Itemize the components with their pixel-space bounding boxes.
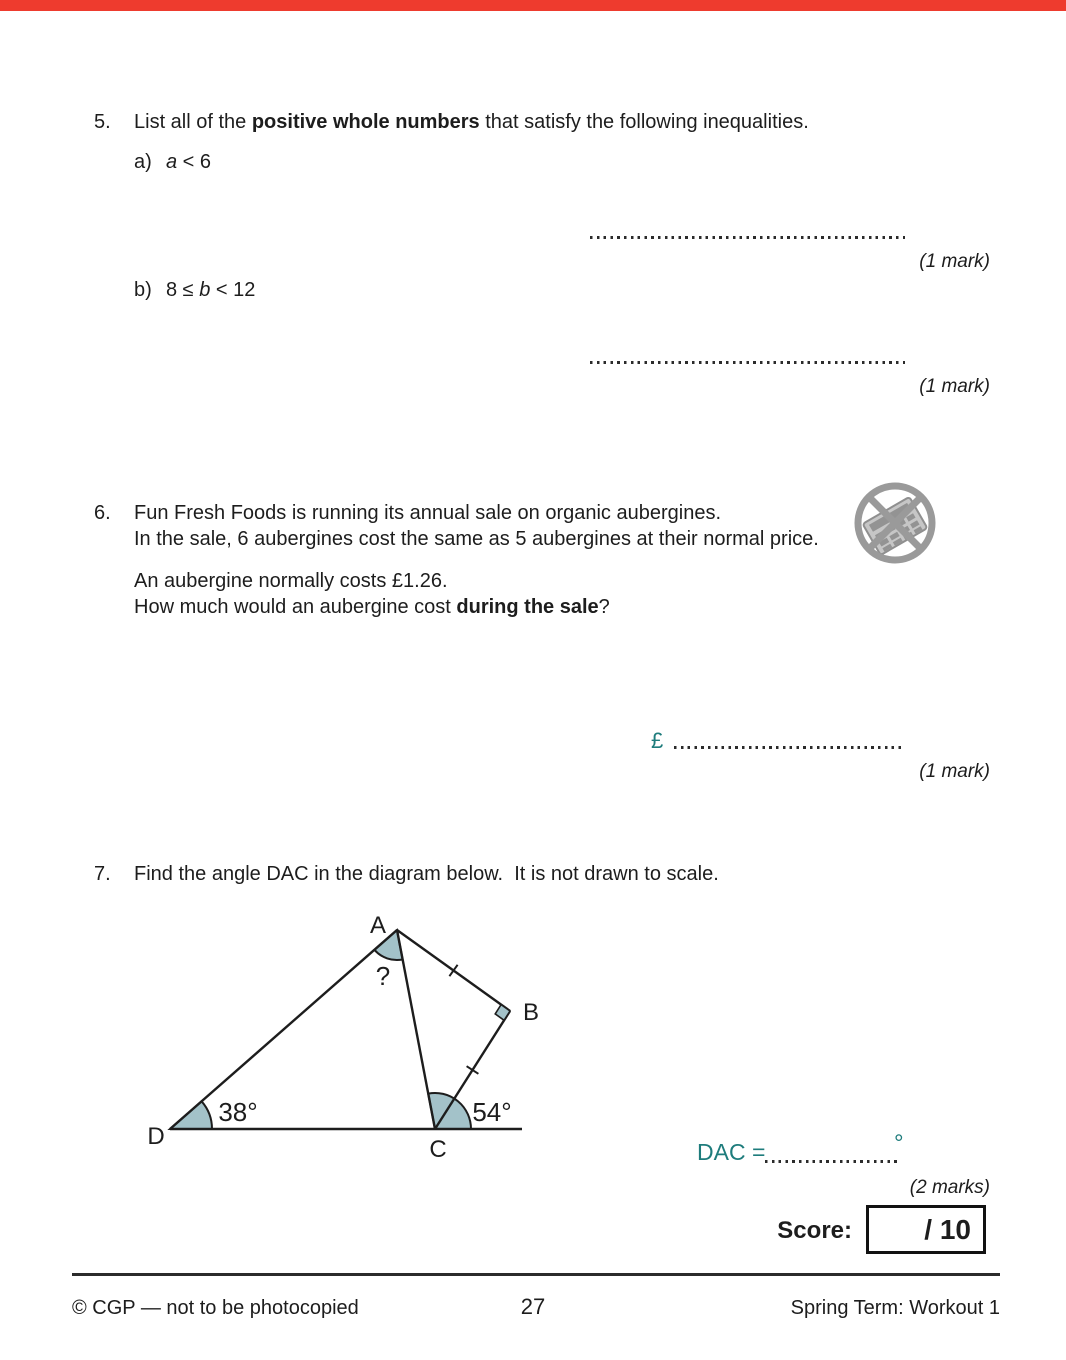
vertex-label-d: D (147, 1123, 165, 1150)
q6-answer-line (674, 746, 905, 749)
q5b-var: b (199, 279, 211, 301)
q6-number: 6. (94, 502, 111, 524)
q5a-var: a (166, 151, 178, 173)
q7-answer-line (765, 1160, 898, 1163)
q6-currency-symbol: £ (651, 728, 664, 753)
q7-answer-label: DAC = (697, 1139, 766, 1165)
no-calculator-icon (852, 480, 938, 566)
score-box (866, 1205, 986, 1254)
q6-line1: Fun Fresh Foods is running its annual sale on organic aubergines. (134, 502, 722, 524)
q6-line3: An aubergine normally costs £1.26. (134, 570, 448, 592)
vertex-label-c: C (429, 1136, 447, 1163)
q5a-mark: (1 mark) (919, 251, 990, 272)
tick-bc (467, 1066, 479, 1074)
line-da (170, 930, 397, 1129)
line-ac (397, 930, 435, 1129)
vertex-label-a: A (369, 912, 387, 939)
footer-page-number: 27 (520, 1294, 546, 1319)
score-label: Score: (777, 1217, 852, 1244)
footer-rule (72, 1273, 1000, 1276)
q5a-label: a) (134, 151, 152, 173)
angle-label-a: ? (375, 961, 391, 991)
q5-prompt-pre: List all of the (134, 111, 252, 133)
angle-label-d: 38° (218, 1097, 258, 1127)
triangle-diagram (120, 900, 570, 1170)
q6-line2: In the sale, 6 aubergines cost the same as 5 aubergines at their normal price. (134, 528, 819, 550)
footer-term-label: Spring Term: Workout 1 (790, 1297, 1000, 1319)
q6-line4 (134, 594, 610, 620)
q5-prompt-post: that satisfy the following inequalities. (479, 111, 809, 133)
q5-prompt-bold: positive whole numbers (251, 111, 480, 133)
q7-number: 7. (94, 863, 111, 885)
vertex-label-b: B (522, 999, 540, 1026)
q5-prompt (134, 109, 809, 135)
q5b-post: < 12 (210, 279, 256, 301)
q5b-expression (166, 277, 255, 303)
top-red-bar (0, 0, 1066, 11)
q7-degree-symbol: ° (894, 1130, 904, 1157)
tick-ab (449, 965, 457, 976)
angle-label-c: 54° (472, 1097, 512, 1127)
q5b-answer-line (590, 361, 905, 364)
q6-line4-pre: How much would an aubergine cost (134, 596, 457, 618)
q6-line4-bold: during the sale (456, 596, 599, 618)
q5a-rest: < 6 (177, 151, 212, 173)
footer-copyright: © CGP — not to be photocopied (72, 1297, 359, 1319)
q5a-expression (166, 149, 211, 175)
q7-prompt: Find the angle DAC in the diagram below. It is not drawn to scale. (134, 863, 719, 885)
q5a-answer-line (590, 236, 905, 239)
right-angle-marker (495, 1005, 510, 1021)
q5-number: 5. (94, 111, 111, 133)
q5b-mark: (1 mark) (919, 376, 990, 397)
score-value: / 10 (924, 1214, 971, 1245)
q7-mark: (2 marks) (909, 1177, 990, 1198)
q5b-label: b) (134, 279, 152, 301)
q6-line4-post: ? (598, 596, 610, 618)
q5b-pre: 8 ≤ (166, 279, 200, 301)
q6-mark: (1 mark) (919, 761, 990, 782)
